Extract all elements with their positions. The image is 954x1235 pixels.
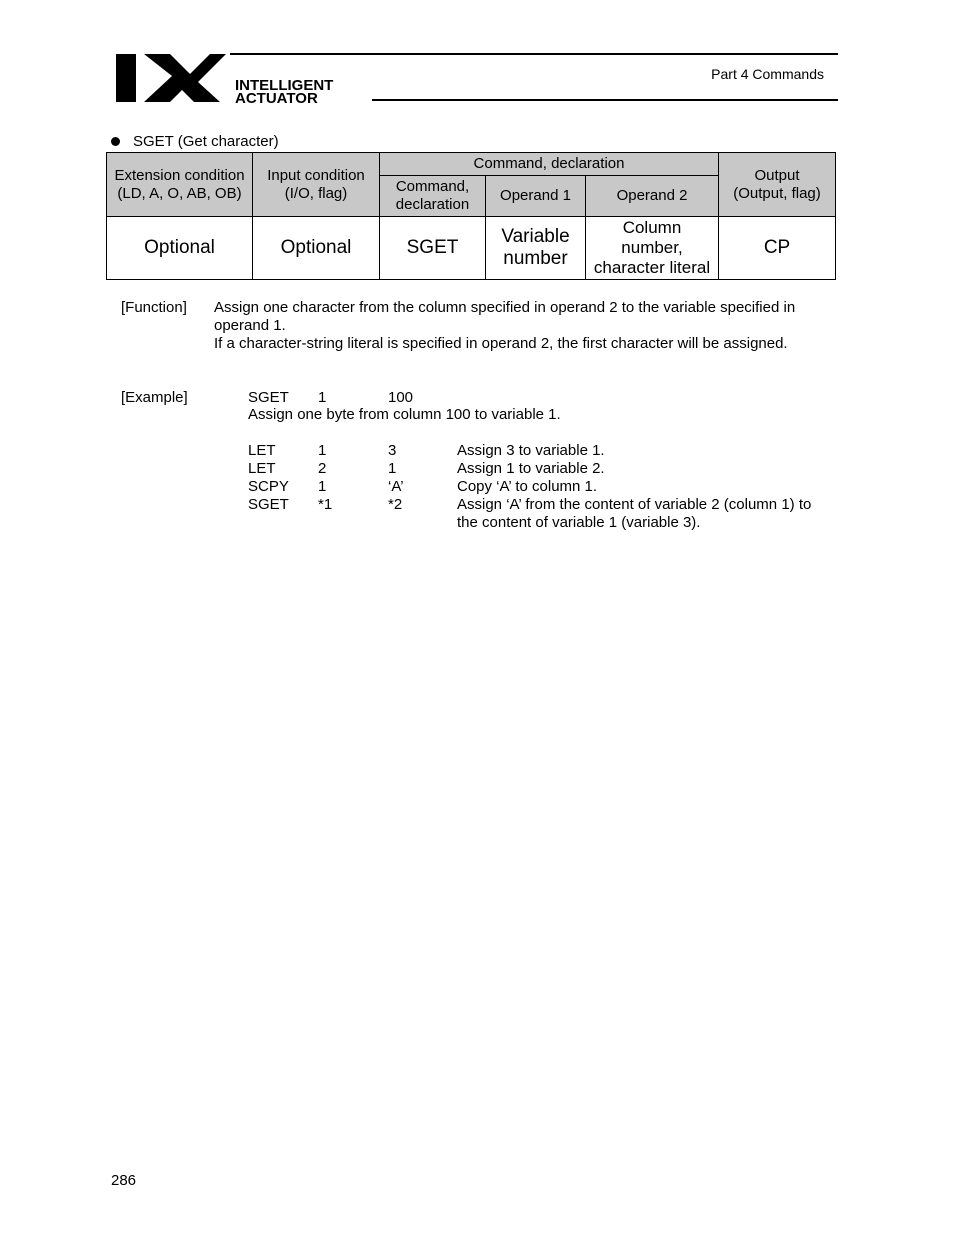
example-op1: 1 [318,442,327,459]
example-op2: ‘A’ [388,478,404,495]
header-rule-top [230,53,838,55]
svg-text:INTELLIGENT: INTELLIGENT [235,77,334,94]
function-label: [Function] [121,299,187,316]
header-output: Output (Output, flag) [719,153,836,217]
value-operand1: Variable number [486,217,586,280]
header-rule-bottom [372,99,838,101]
value-command: SGET [380,217,486,280]
example-note: Assign 1 to variable 2. [457,460,605,477]
header-command-group: Command, declaration [380,153,719,176]
example-op1: 2 [318,460,327,477]
section-heading [111,133,279,150]
example-op1: 1 [318,389,327,406]
function-text-line: operand 1. [214,317,286,334]
example-label: [Example] [121,389,188,406]
header-operand2: Operand 2 [586,176,719,217]
example-op2: *2 [388,496,403,513]
svg-text:ACTUATOR: ACTUATOR [235,90,318,104]
example-note: Assign 3 to variable 1. [457,442,605,459]
example-op2: 3 [388,442,397,459]
example-op1: 1 [318,478,327,495]
page-number: 286 [111,1172,137,1189]
example-cmd: SGET [248,389,289,406]
example-note: the content of variable 1 (variable 3). [457,514,701,531]
example-cmd: SCPY [248,478,289,495]
value-operand2: Column number, character literal [586,217,719,280]
header-extension-condition: Extension condition (LD, A, O, AB, OB) [107,153,253,217]
example-note: Assign one byte from column 100 to variable 1. [248,406,561,423]
example-cmd: LET [248,442,276,459]
header-input-condition: Input condition (I/O, flag) [253,153,380,217]
example-op1: *1 [318,496,333,513]
example-note: Copy ‘A’ to column 1. [457,478,598,495]
function-text-line: Assign one character from the column specified in operand 2 to the variable specified in [214,299,796,316]
intelligent-actuator-logo [114,52,399,104]
value-input: Optional [253,217,380,280]
ix-logo-icon [114,52,399,104]
example-op2: 100 [388,389,414,406]
value-extension: Optional [107,217,253,280]
example-cmd: LET [248,460,276,477]
example-note: Assign ‘A’ from the content of variable 2 (column 1) to [457,496,812,513]
example-cmd: SGET [248,496,289,513]
example-op2: 1 [388,460,397,477]
section-heading-text: SGET (Get character) [133,133,279,150]
value-output: CP [719,217,836,280]
bullet-icon [111,137,120,146]
function-text-line: If a character-string literal is specified in operand 2, the first character will be assigned. [214,335,788,352]
header-command: Command, declaration [380,176,486,217]
part-title: Part 4 Commands [711,66,824,82]
command-spec-table [106,152,836,280]
header-operand1: Operand 1 [486,176,586,217]
